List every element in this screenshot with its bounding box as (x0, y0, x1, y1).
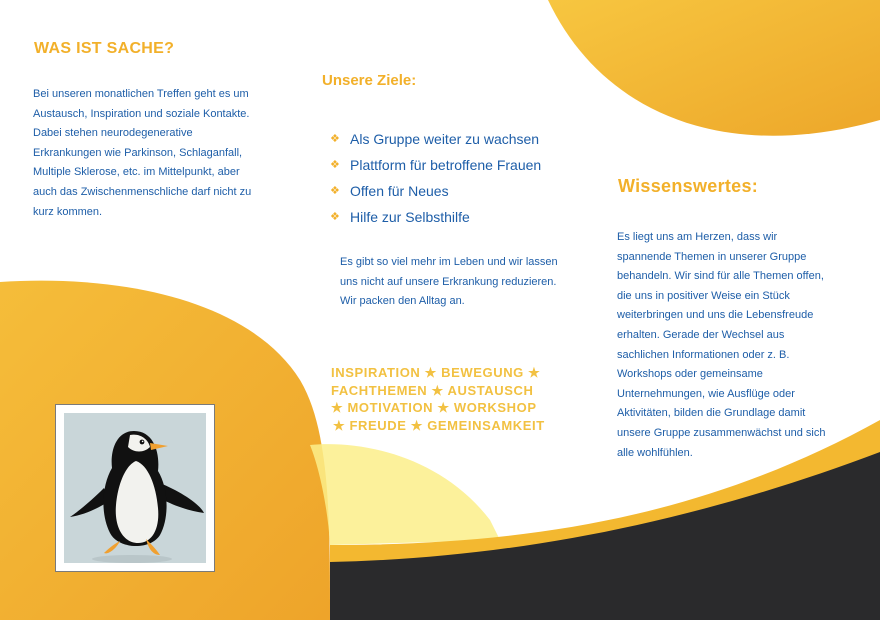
diamond-bullet-icon: ❖ (330, 159, 340, 171)
diamond-bullet-icon: ❖ (330, 133, 340, 145)
list-item (330, 204, 541, 230)
penguin-illustration (64, 413, 206, 563)
text-line: Es liegt uns am Herzen, dass wir (617, 231, 778, 243)
list-item (330, 152, 541, 178)
keyword-line: ★ MOTIVATION ★ WORKSHOP (331, 400, 537, 415)
text-line: Unternehmungen, wie Ausflüge oder (617, 387, 795, 400)
heading-unsere-ziele: Unsere Ziele: (322, 72, 417, 89)
text-line: spannende Themen in unserer Gruppe (617, 250, 807, 263)
text-line: Aktivitäten, bilden die Grundlage damit (617, 407, 806, 420)
right-paragraph (617, 228, 847, 463)
heading-was-ist-sache: WAS IST SACHE? (34, 40, 175, 57)
text-line: weiterbringen und uns die Lebensfreude (617, 309, 814, 322)
middle-pale-yellow-shape (310, 444, 500, 545)
text-line: unsere Gruppe zusammenwächst und sich (617, 426, 826, 439)
text-line: alle wohlfühlen. (617, 446, 693, 459)
goal-text: Als Gruppe weiter zu wachsen (350, 131, 540, 147)
penguin-picture-background (64, 413, 206, 563)
text-line: Austausch, Inspiration und soziale Kontakte. (33, 107, 250, 120)
keyword-line: ★ FREUDE ★ GEMEINSAMKEIT (333, 417, 545, 433)
text-line: auch das Zwischenmenschliche darf nicht zu (33, 185, 252, 198)
text-line: kurz kommen. (33, 205, 103, 218)
list-item (330, 126, 541, 152)
goals-list (330, 126, 541, 230)
goal-text: Hilfe zur Selbsthilfe (350, 209, 470, 225)
penguin-picture-frame (55, 404, 215, 572)
text-line: Es gibt so viel mehr im Leben und wir lassen (340, 256, 558, 268)
goal-text: Plattform für betroffene Frauen (350, 157, 542, 173)
keyword-block (331, 364, 545, 434)
text-line: Erkrankungen wie Parkinson, Schlaganfall, (33, 146, 243, 159)
text-line: Workshops oder gemeinsame (617, 368, 763, 381)
top-right-yellow-shape (548, 0, 880, 136)
text-line: uns nicht auf unsere Erkrankung reduzieren. (340, 275, 557, 288)
keyword-line: FACHTHEMEN ★ AUSTAUSCH (331, 382, 534, 398)
diamond-bullet-icon: ❖ (330, 185, 340, 197)
text-line: erhalten. Gerade der Wechsel aus (617, 328, 785, 341)
text-line: Dabei stehen neurodegenerative (33, 127, 193, 140)
heading-wissenswertes: Wissenswertes: (618, 176, 759, 196)
text-line: Wir packen den Alltag an. (340, 295, 465, 307)
list-item (330, 178, 541, 204)
left-paragraph (33, 85, 268, 222)
goal-text: Offen für Neues (350, 183, 449, 199)
keyword-line: INSPIRATION ★ BEWEGUNG ★ (331, 365, 541, 380)
diamond-bullet-icon: ❖ (330, 211, 340, 223)
text-line: die uns in positiver Weise ein Stück (617, 289, 790, 302)
text-line: sachlichen Informationen oder z. B. (617, 348, 790, 361)
middle-paragraph (340, 253, 580, 312)
text-line: behandeln. Wir sind für alle Themen offen, (617, 270, 824, 283)
text-line: Bei unseren monatlichen Treffen geht es um (33, 88, 249, 100)
text-line: Multiple Sklerose, etc. im Mittelpunkt, aber (33, 166, 240, 179)
